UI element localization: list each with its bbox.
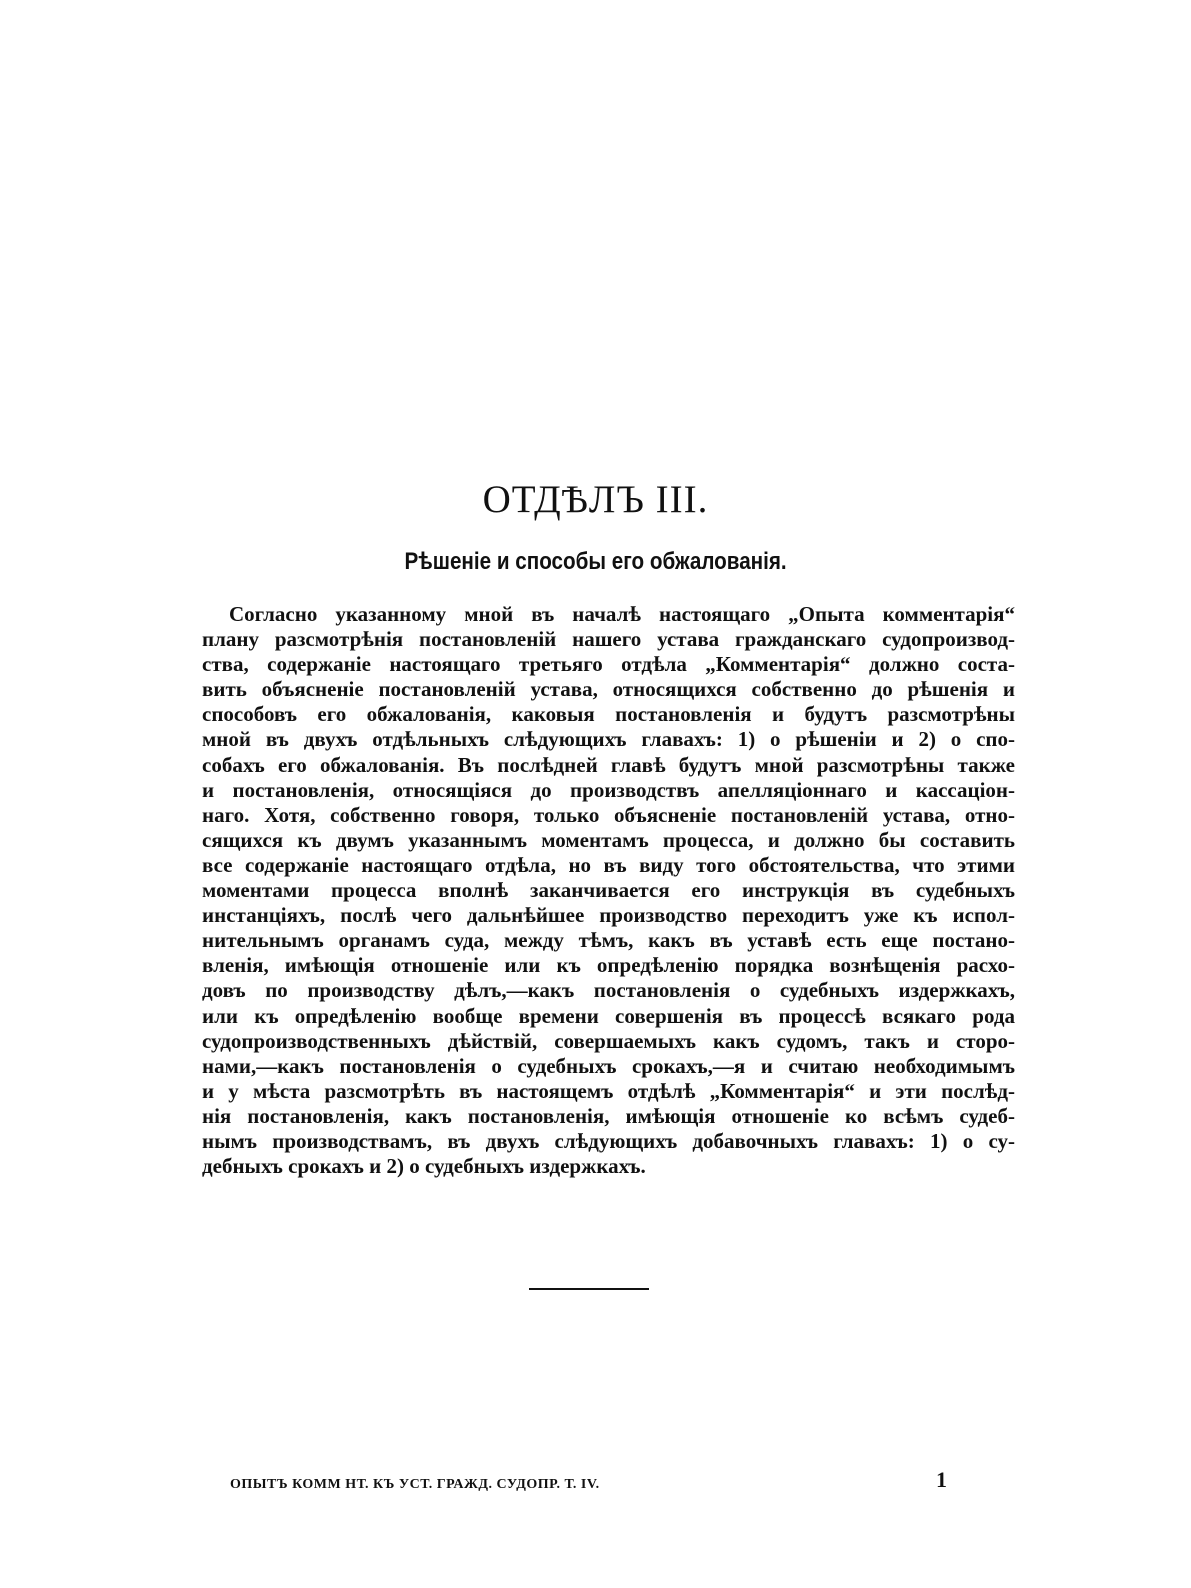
- body-paragraph: [202, 602, 1015, 1179]
- body-line: нія постановленія, какъ постановленія, имѣющія отношеніе ко всѣмъ судеб-: [202, 1103, 1015, 1128]
- body-line: инстанціяхъ, послѣ чего дальнѣйшее производство переходитъ уже къ испол-: [202, 903, 1015, 928]
- body-line: судопроизводственныхъ дѣйствій, совершаемыхъ какъ судомъ, такъ и сторо-: [202, 1028, 1015, 1053]
- body-line: вленія, имѣющія отношеніе или къ опредѣленію порядка вознѣщенія расхо-: [202, 953, 1015, 978]
- body-line: моментами процесса вполнѣ заканчивается его инструкція въ судебныхъ: [202, 878, 1015, 903]
- section-title: ОТДѢЛЪ III.: [482, 478, 709, 521]
- body-line: ства, содержаніе настоящаго третьяго отдѣла „Комментарія“ должно соста-: [202, 652, 1015, 677]
- body-line: нительнымъ органамъ суда, между тѣмъ, какъ въ уставѣ есть еще постано-: [202, 928, 1015, 953]
- body-line: дебныхъ срокахъ и 2) о судебныхъ издержкахъ.: [202, 1154, 646, 1179]
- section-end-rule: [529, 1288, 649, 1290]
- body-line: все содержаніе настоящаго отдѣла, но въ виду того обстоятельства, что этими: [202, 852, 1015, 877]
- body-line: плану разсмотрѣнія постановленій нашего устава гражданскаго судопроизвод-: [202, 627, 1015, 652]
- body-line: вить объясненіе постановленій устава, относящихся собственно до рѣшенія и: [202, 677, 1015, 702]
- body-line: способовъ его обжалованія, каковыя постановленія и будутъ разсмотрѣны: [202, 702, 1015, 727]
- body-line: собахъ его обжалованія. Въ послѣдней главѣ будутъ мной разсмотрѣны также: [202, 752, 1015, 777]
- body-line: наго. Хотя, собственно говоря, только объясненіе постановленій устава, отно-: [202, 802, 1015, 827]
- body-line: сящихся къ двумъ указаннымъ моментамъ процесса, и должно бы составить: [202, 827, 1015, 852]
- body-line: и постановленія, относящіяся до производствъ апелляціоннаго и кассаціон-: [202, 777, 1015, 802]
- body-line: довъ по производству дѣлъ,—какъ постановленія о судебныхъ издержкахъ,: [202, 978, 1015, 1003]
- body-line: нами,—какъ постановленія о судебныхъ срокахъ,—я и считаю необходимымъ: [202, 1053, 1015, 1078]
- body-line: мной въ двухъ отдѣльныхъ слѣдующихъ главахъ: 1) о рѣшеніи и 2) о спо-: [202, 727, 1015, 752]
- body-line: нымъ производствамъ, въ двухъ слѣдующихъ добавочныхъ главахъ: 1) о су-: [202, 1128, 1015, 1153]
- body-line: Согласно указанному мной въ началѣ настоящаго „Опыта комментарія“: [229, 602, 1015, 626]
- running-footer: ОПЫТЪ КОММ НТ. КЪ УСТ. ГРАЖД. СУДОПР. Т. IV.: [230, 1477, 600, 1492]
- body-line: и у мѣста разсмотрѣть въ настоящемъ отдѣлѣ „Комментарія“ и эти послѣд-: [202, 1078, 1015, 1103]
- page-number: 1: [936, 1467, 947, 1492]
- section-subtitle: Рѣшеніе и способы его обжалованія.: [404, 548, 787, 575]
- body-line: или къ опредѣленію вообще времени совершенія въ процессѣ всякаго рода: [202, 1003, 1015, 1028]
